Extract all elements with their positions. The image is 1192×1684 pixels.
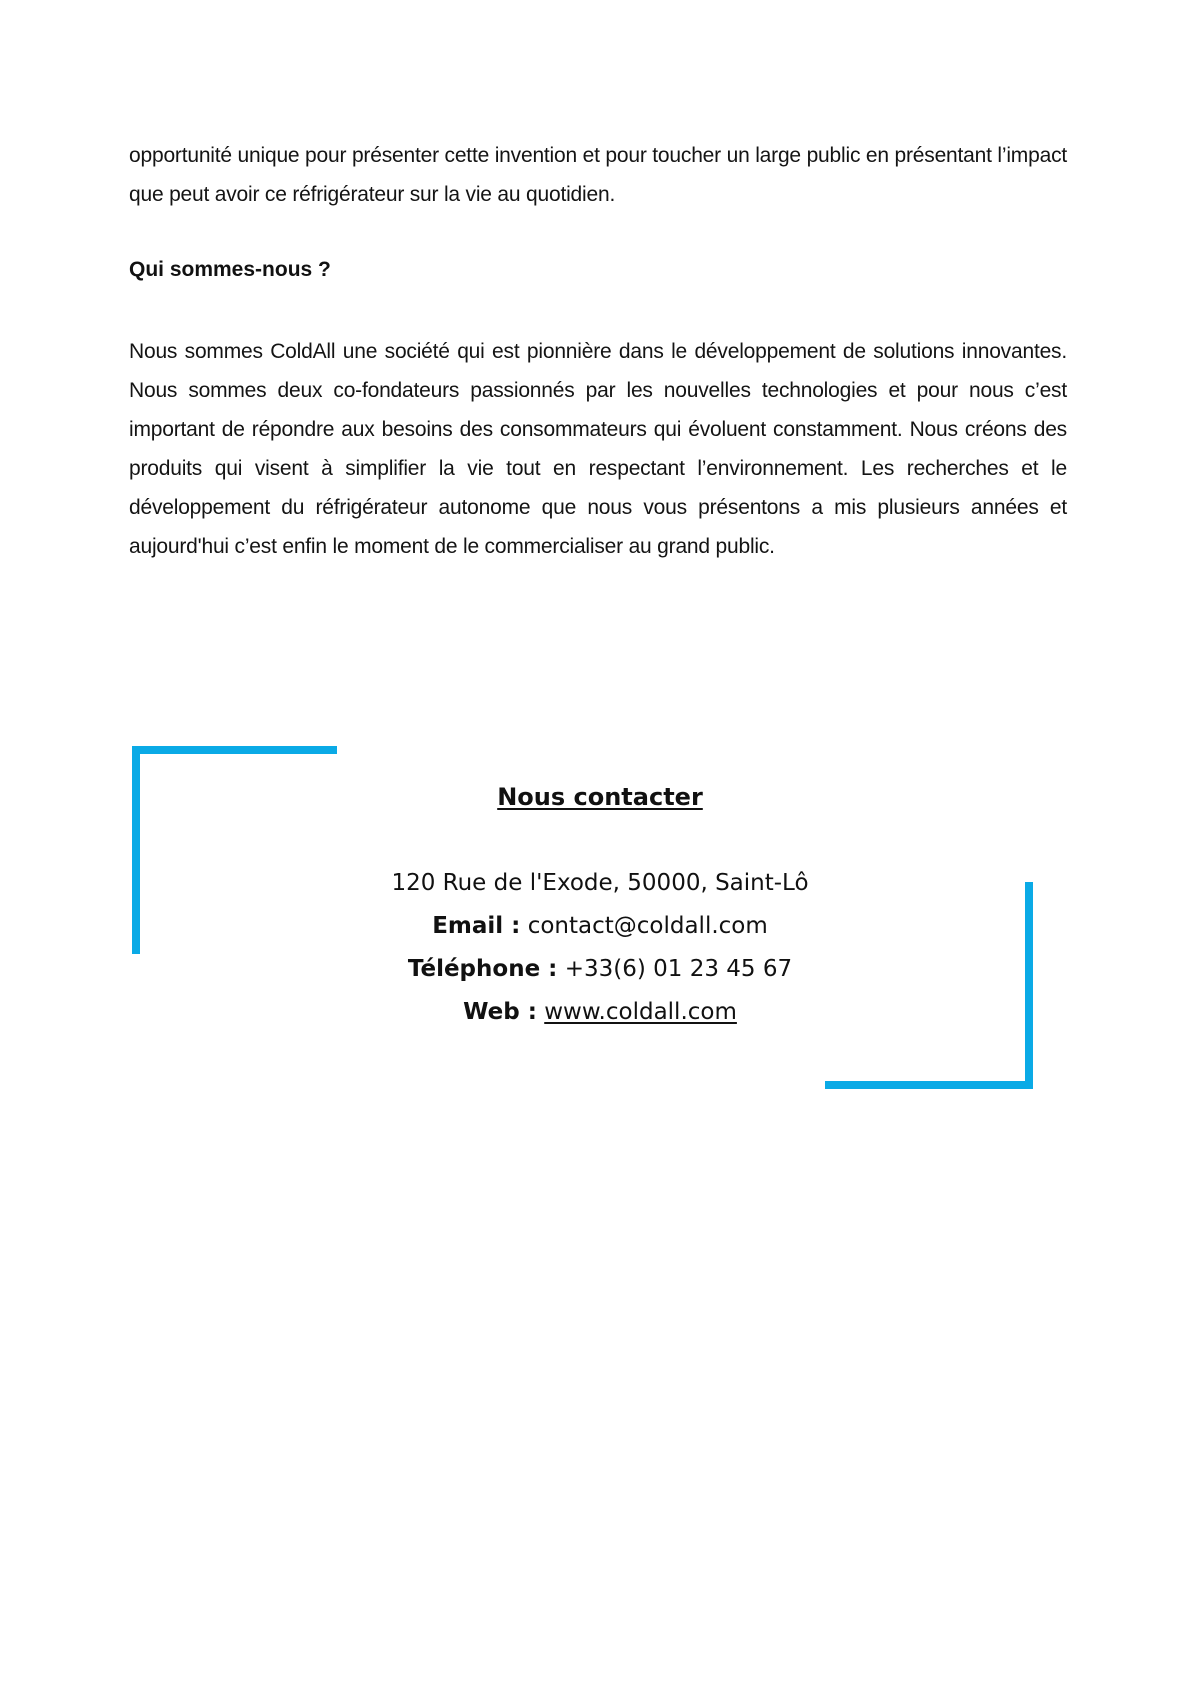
website-link[interactable]: www.coldall.com (544, 999, 737, 1025)
contact-details (300, 862, 900, 1034)
phone-label: Téléphone : (407, 956, 558, 982)
about-paragraph: Nous sommes ColdAll une société qui est pionnière dans le développement de solutions innovantes. Nous sommes deux co-fondateurs passionnés par les nouvelles technologies et pour nous c’est important de répondre aux besoins des consommateurs qui évoluent constamment. Nous créons des produits qui visent à simplifier la vie tout en respectant l’environnement. Les recherches et le développement du réfrigérateur autonome que nous vous présentons a mis plusieurs années et aujourd'hui c’est enfin le moment de le commercialiser au grand public. (129, 340, 1067, 558)
contact-email-line (300, 905, 900, 948)
email-label: Email : (432, 913, 521, 939)
web-label: Web : (463, 999, 537, 1025)
intro-paragraph: opportunité unique pour présenter cette invention et pour toucher un large public en présentant l’impact que peut avoir ce réfrigérateur sur la vie au quotidien. (129, 144, 1067, 206)
contact-phone-line (300, 948, 900, 991)
contact-title: Nous contacter (497, 783, 703, 811)
about-heading: Qui sommes-nous ? (129, 258, 331, 281)
contact-address: 120 Rue de l'Exode, 50000, Saint-Lô (391, 870, 809, 896)
phone-value: +33(6) 01 23 45 67 (564, 956, 793, 982)
email-value: contact@coldall.com (527, 913, 768, 939)
contact-web-line (300, 991, 900, 1034)
